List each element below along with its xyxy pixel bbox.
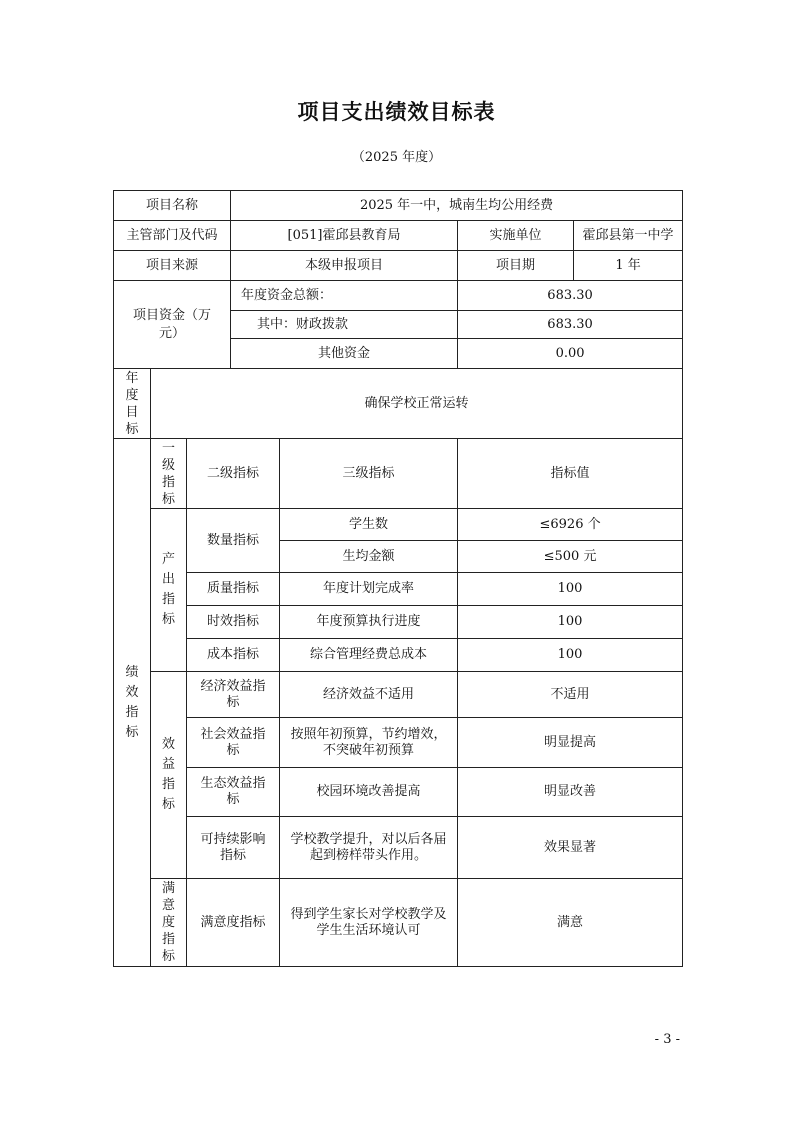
funds-label-text: 项目资金（万元）	[133, 307, 212, 341]
source-value: 本级申报项目	[231, 251, 458, 281]
table-row	[114, 191, 683, 221]
economic-l3: 经济效益不适用	[280, 672, 458, 718]
sustainable-l2	[187, 817, 280, 879]
students-value: ≤6926 个	[458, 509, 683, 541]
table-row	[114, 369, 683, 439]
performance-target-table	[113, 190, 683, 967]
satisfaction-label	[151, 879, 187, 967]
table-row	[114, 606, 683, 639]
ecological-l2-text: 生态效益指标	[200, 776, 266, 807]
table-row	[114, 221, 683, 251]
unit-value: 霍邱县第一中学	[574, 221, 683, 251]
funds-fiscal-value: 683.30	[458, 311, 683, 339]
per-student-l3: 生均金额	[280, 541, 458, 573]
annual-goal-label	[114, 369, 151, 439]
cost-value: 100	[458, 639, 683, 672]
timeliness-l3: 年度预算执行进度	[280, 606, 458, 639]
output-label	[151, 509, 187, 672]
page-number: - 3 -	[654, 1032, 680, 1047]
table-row	[114, 251, 683, 281]
ecological-l3: 校园环境改善提高	[280, 768, 458, 817]
cost-l2: 成本指标	[187, 639, 280, 672]
dept-label: 主管部门及代码	[114, 221, 231, 251]
sustainable-l3	[280, 817, 458, 879]
satisfaction-value: 满意	[458, 879, 683, 967]
social-value: 明显提高	[458, 718, 683, 768]
dept-value: [051]霍邱县教育局	[231, 221, 458, 251]
timeliness-l2: 时效指标	[187, 606, 280, 639]
table-row	[114, 817, 683, 879]
timeliness-value: 100	[458, 606, 683, 639]
ecological-value: 明显改善	[458, 768, 683, 817]
unit-label: 实施单位	[458, 221, 574, 251]
year-subtitle: （2025 年度）	[351, 150, 442, 165]
period-label: 项目期	[458, 251, 574, 281]
table-row	[114, 768, 683, 817]
period-value: 1 年	[574, 251, 683, 281]
social-l3-text: 按照年初预算，节约增效，不突破年初预算	[290, 726, 447, 758]
table-row	[114, 879, 683, 967]
satisfaction-label-text: 满意度指标	[162, 881, 176, 964]
indicators-label-text: 绩效指标	[125, 664, 139, 740]
sustainable-value: 效果显著	[458, 817, 683, 879]
sustainable-l2-text: 可持续影响指标	[200, 831, 266, 863]
quality-l3: 年度计划完成率	[280, 573, 458, 606]
social-l2-text: 社会效益指标	[200, 726, 266, 758]
header-level2: 二级指标	[187, 439, 280, 509]
header-level1-text: 一级指标	[162, 440, 176, 507]
benefit-label	[151, 672, 187, 879]
satisfaction-l3-text: 得到学生家长对学校教学及学生生活环境认可	[290, 906, 447, 938]
economic-l2-text: 经济效益指标	[200, 678, 266, 710]
funds-other-value: 0.00	[458, 339, 683, 369]
table-row	[114, 672, 683, 718]
sustainable-l3-text: 学校教学提升，对以后各届起到榜样带头作用。	[290, 831, 447, 863]
funds-total-value: 683.30	[458, 281, 683, 311]
funds-label	[114, 281, 231, 369]
benefit-label-text: 效益指标	[162, 737, 176, 812]
annual-goal-label-text: 年度目标	[125, 370, 139, 437]
project-name-value: 2025 年一中，城南生均公用经费	[231, 191, 683, 221]
economic-l2	[187, 672, 280, 718]
page-title: 项目支出绩效目标表	[297, 100, 496, 124]
annual-goal-value: 确保学校正常运转	[151, 369, 683, 439]
funds-other-label: 其他资金	[231, 339, 458, 369]
funds-total-label: 年度资金总额：	[231, 281, 458, 311]
satisfaction-l3	[280, 879, 458, 967]
header-level3: 三级指标	[280, 439, 458, 509]
table-row	[114, 573, 683, 606]
table-row	[114, 281, 683, 311]
ecological-l2	[187, 768, 280, 817]
table-row	[114, 509, 683, 541]
economic-value: 不适用	[458, 672, 683, 718]
cost-l3: 综合管理经费总成本	[280, 639, 458, 672]
per-student-value: ≤500 元	[458, 541, 683, 573]
quantity-label: 数量指标	[187, 509, 280, 573]
indicators-label	[114, 439, 151, 967]
satisfaction-l2: 满意度指标	[187, 879, 280, 967]
header-value: 指标值	[458, 439, 683, 509]
funds-fiscal-label: 其中：财政拨款	[231, 311, 458, 339]
table-row	[114, 639, 683, 672]
students-l3: 学生数	[280, 509, 458, 541]
output-label-text: 产出指标	[162, 552, 176, 627]
social-l2	[187, 718, 280, 768]
table-row	[114, 439, 683, 509]
table-row	[114, 718, 683, 768]
header-level1	[151, 439, 187, 509]
quality-value: 100	[458, 573, 683, 606]
quality-l2: 质量指标	[187, 573, 280, 606]
source-label: 项目来源	[114, 251, 231, 281]
project-name-label: 项目名称	[114, 191, 231, 221]
social-l3	[280, 718, 458, 768]
